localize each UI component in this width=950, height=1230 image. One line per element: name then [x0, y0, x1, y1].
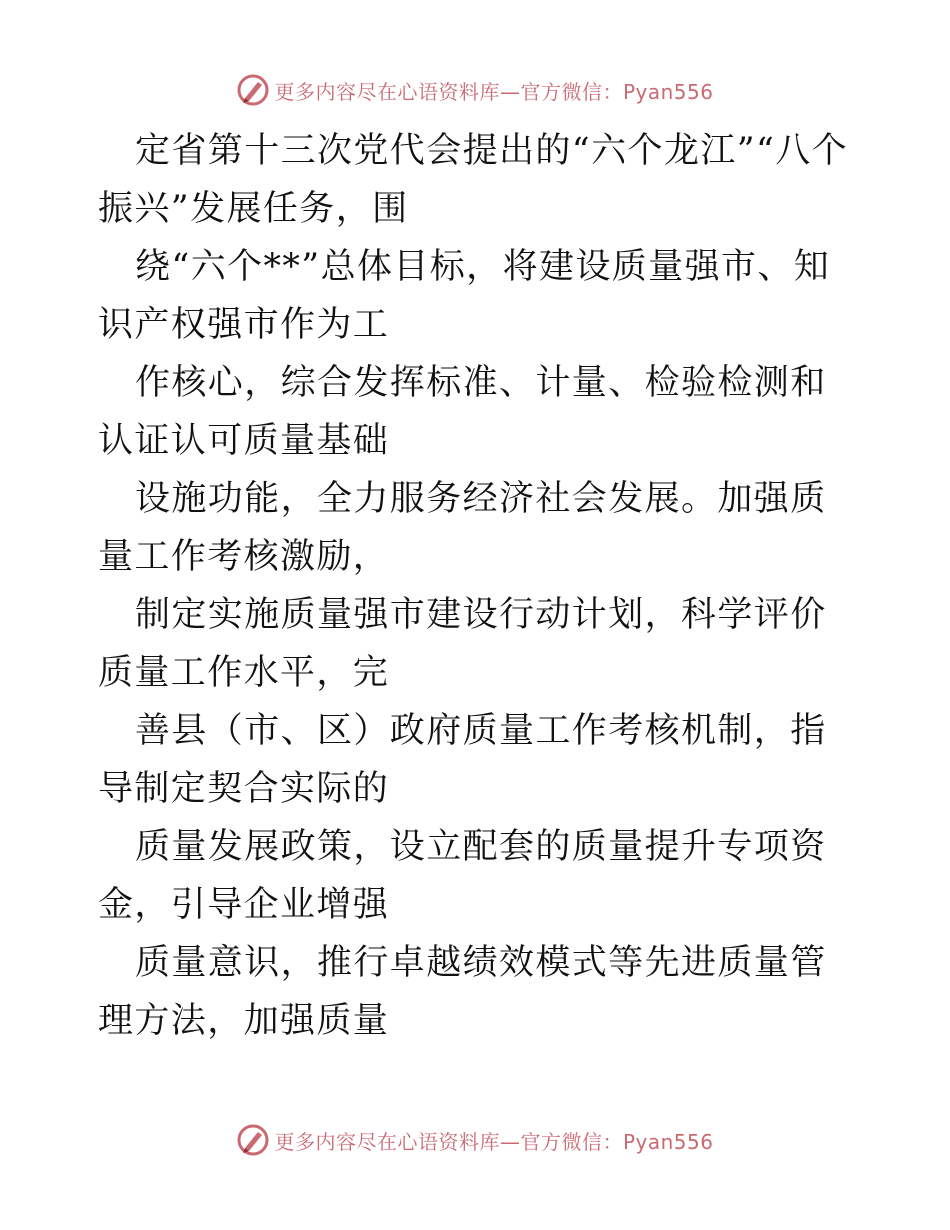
paragraph: 质量意识，推行卓越绩效模式等先进质量管理方法，加强质量: [98, 943, 827, 1041]
pen-logo-icon: [236, 73, 270, 107]
watermark-text: 更多内容尽在心语资料库—官方微信：Pyan556: [274, 1129, 714, 1154]
watermark-text: 更多内容尽在心语资料库—官方微信：Pyan556: [274, 79, 714, 104]
pen-logo-icon: [236, 1123, 270, 1157]
paragraph: 善县（市、区）政府质量工作考核机制，指导制定契合实际的: [98, 711, 827, 809]
paragraph: 作核心，综合发挥标准、计量、检验检测和认证认可质量基础: [98, 363, 827, 461]
paragraph: 定省第十三次党代会提出的“六个龙江”“八个振兴”发展任务，围: [98, 131, 849, 229]
document-body: [98, 122, 852, 1050]
paragraph: 质量发展政策，设立配套的质量提升专项资金，引导企业增强: [98, 827, 827, 925]
paragraph: 设施功能，全力服务经济社会发展。加强质量工作考核激励，: [98, 479, 827, 577]
header-watermark: [0, 70, 950, 110]
paragraph: 制定实施质量强市建设行动计划，科学评价质量工作水平，完: [98, 595, 827, 693]
paragraph: 绕“六个**”总体目标，将建设质量强市、知识产权强市作为工: [98, 247, 831, 345]
footer-watermark: [0, 1120, 950, 1160]
